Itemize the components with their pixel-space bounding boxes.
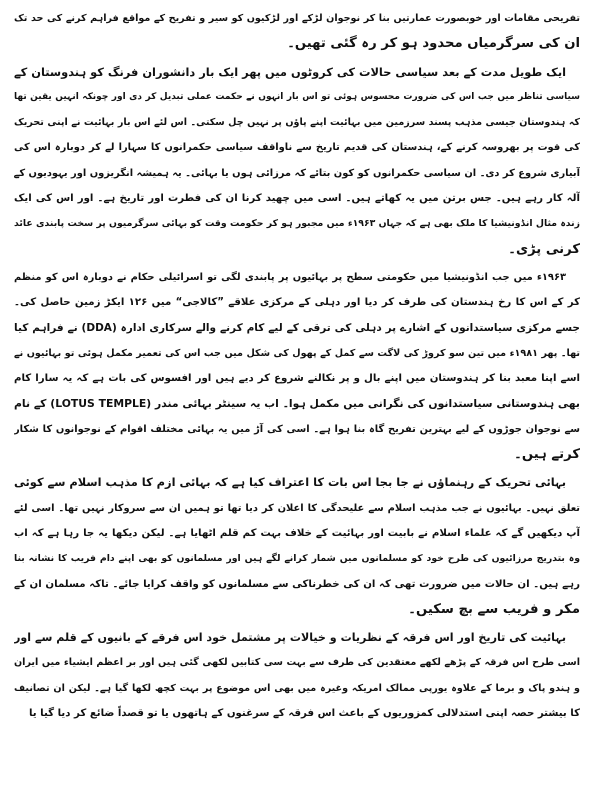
text-line: ۱۹۶۳ء میں جب انڈونیشیا میں حکومتی سطح پر بہائیوں پر پابندی لگی تو اسرائیلی حکام نے دوبارہ اس کو منظم [14,271,566,283]
text-line: ایک طویل مدت کے بعد سیاسی حالات کی کروٹوں میں پھر ایک بار دانشوران فرنگ کو ہندوستان کے [14,64,566,79]
text-line: کرتے ہیں۔ [514,447,580,463]
text-line: تعلق نہیں۔ بہائیوں نے جب مذہب اسلام سے علیحدگی کا اعلان کر دیا تھا تو ہمیں ان سے سروکار نہیں تھا۔ اسی لئے [14,502,580,514]
text-line: کا بیشتر حصہ اپنی استدلالی کمزوریوں کے باعث اس فرقہ کے سرغنوں کے ہاتھوں یا تو قصداً ضائع کر دیا گیا یا [28,708,580,720]
text-line: زندہ مثال انڈونیشیا کا ملک بھی ہے کہ جہاں ۱۹۶۳ء میں مجبور ہو کر حکومت وقت کو بہائی سرگرمیوں پر سخت پابندی عائد [14,218,580,230]
text-line: آپ دیکھیں گے کہ علماء اسلام نے بابیت اور بہائیت کے خلاف بہت کم قلم اٹھایا ہے۔ لیکن دیکھا یہ جا رہا ہے کہ اب [14,527,580,539]
text-line: جسے مرکزی سیاستدانوں کے اشارے پر دہلی کی ترقی کے لیے کام کرنے والے سرکاری ادارہ (DDA) نے فراہم کیا [14,321,580,334]
paragraph-2 [14,60,580,262]
text-line: تھا۔ پھر ۱۹۸۱ء میں تین سو کروڑ کی لاگت سے کمل کے پھول کی شکل میں جب اس کی تعمیر مکمل ہوئی تو بہائیوں نے [14,347,580,359]
text-line: ان کی سرگرمیاں محدود ہو کر رہ گئی تھیں۔ [287,36,580,52]
text-line: کر کے اس کا رخ ہندستان کی طرف کر دیا اور دہلی کے مرکزی علاقے ”کالاجی“ میں ۱۲۶ ایکڑ زمین حاصل کی۔ [14,297,580,309]
text-line: سے نوجوان جوڑوں کے لیے بہترین تفریح گاہ بنا ہوا ہے۔ اسی کی آڑ میں یہ بہائی مختلف اقوام کے نوجوانوں کا شکار [14,423,580,435]
text-line: تفریحی مقامات اور خوبصورت عمارتیں بنا کر نوجوان لڑکے اور لڑکیوں کو سیر و تفریح کے مواقع فراہم کرنے کی حد تک [14,13,580,24]
paragraph-5 [14,625,580,726]
text-line: بہائی تحریک کے رہنماؤں نے جا بجا اس بات کا اعتراف کیا ہے کہ بہائی ازم کا مذہب اسلام سے کوئی [14,475,566,490]
paragraph-4 [14,470,580,622]
text-line: سیاسی تناظر میں جب اس کی ضرورت محسوس ہوئی تو اس بار انہوں نے حکمت عملی تبدیل کر دی اور چونکہ انہیں یقین تھا [14,91,580,102]
text-line: کہ ہندوستان جیسی مذہب پسند سرزمین میں بہائیت اپنے پاؤں پر نہیں چل سکتی۔ اس لئے اس بار بہائیت نے اپنی تحریک [14,117,580,129]
text-line: اسے اپنا معبد بنا کر ہندوستان میں اپنے بال و پر نکالنے شروع کر دیے ہیں اور افسوس کی بات ہے کہ یہ سارا کام [14,373,580,385]
text-line: بھی ہندوستانی سیاستدانوں کی نگرانی میں مکمل ہوا۔ اب یہ سینٹر بہائی مندر (LOTUS TEMPLE) کے نام [14,397,580,411]
text-line: مکر و فریب سے بچ سکیں۔ [408,601,580,617]
paragraph-3 [14,265,580,467]
text-line: رہے ہیں۔ ان حالات میں ضرورت تھی کہ ان کی خطرناکی سے مسلمانوں کو واقف کرایا جائے۔ تاکہ مسلمان ان کے [14,578,580,590]
text-line: کی قوت پر بھروسہ کرنے کے، ہندستان کی قدیم تاریخ سے ناواقف سیاسی حکمرانوں کا سہارا لے کر دوبارہ اس کی [14,142,580,154]
text-line: بہائیت کی تاریخ اور اس فرقہ کے نظریات و خیالات پر مشتمل خود اس فرقے کے بانیوں کے قلم سے اور [14,631,566,645]
text-line: کرنی پڑی۔ [508,241,580,257]
text-line: اسی طرح اس فرقہ کے پڑھے لکھے معتقدین کی طرف سے بہت سی کتابیں لکھی گئی ہیں اور بر اعظم ایشیاء میں ایران [14,657,580,669]
paragraph-1 [14,6,580,57]
text-line: وہ بتدریج مرزائیوں کی طرح خود کو مسلمانوں میں شمار کرانے لگے ہیں اور مسلمانوں کو بھی اپنے دام فریب کا نشانہ بنا [14,553,580,565]
text-line: آبیاری شروع کر دی۔ ان سیاسی حکمرانوں کو کون بتائے کہ مرزائی ہوں یا بہائی۔ یہ ہمیشہ انگریزوں اور یہودیوں کے [14,167,580,179]
text-line: و ہندو پاک و برما کے علاوہ یورپی ممالک امریکہ وغیرہ میں بھی اس موضوع پر بہت کچھ لکھا گیا ہے۔ لیکن ان تصانیف [14,682,580,694]
text-line: آلہ کار رہے ہیں۔ جس برتن میں یہ کھاتے ہیں۔ اسی میں چھید کرنا ان کی فطرت اور تاریخ ہے۔ اور اس کی ایک [14,193,580,205]
